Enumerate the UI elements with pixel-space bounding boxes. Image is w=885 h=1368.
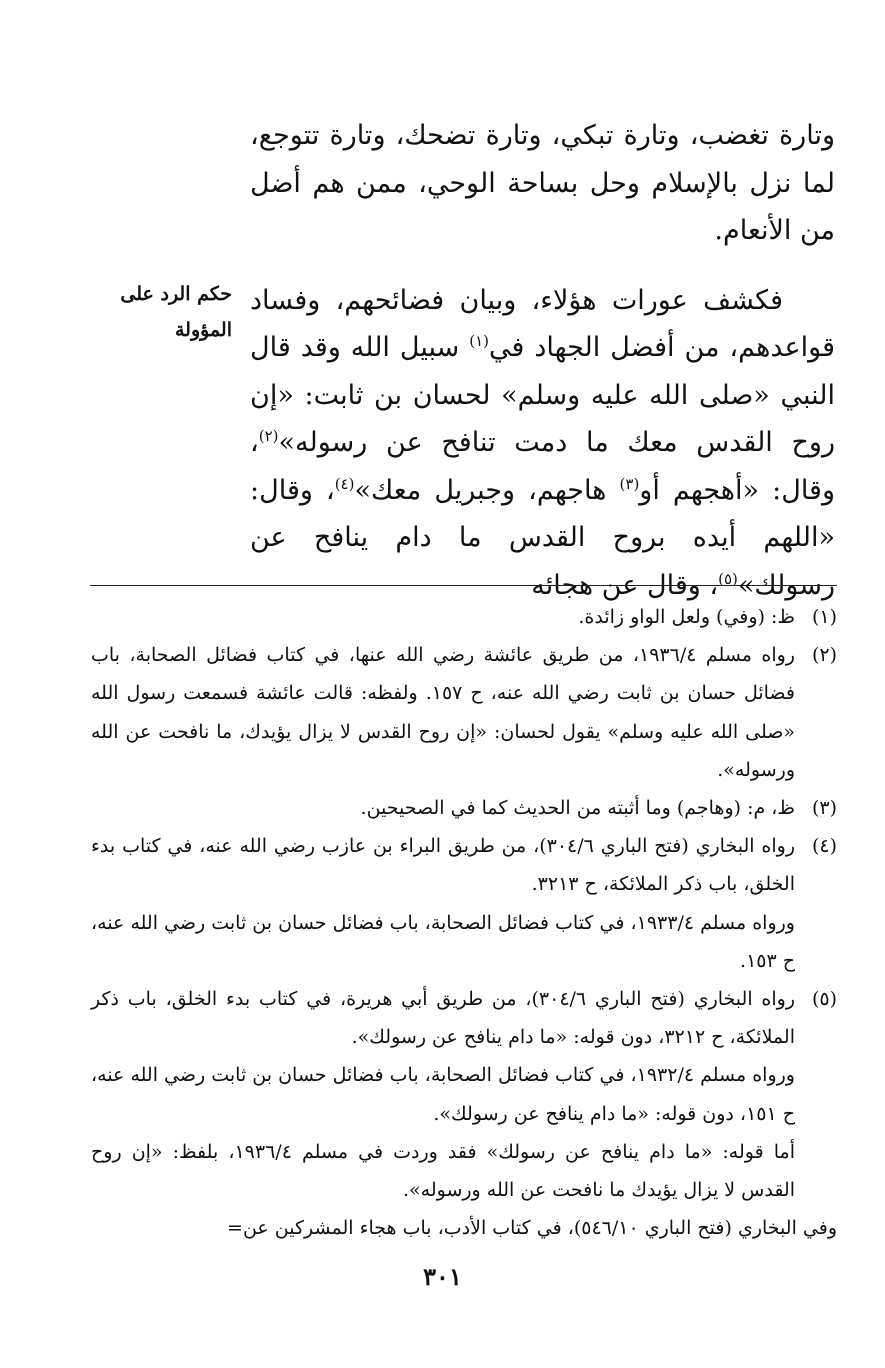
footnote-body bbox=[91, 827, 795, 980]
paragraph-2-part-c: ، وقال: «أهجهم أو bbox=[250, 427, 835, 506]
paragraph-2 bbox=[250, 277, 835, 610]
footnote-3 bbox=[91, 789, 837, 827]
footnote-ref-2: (٢) bbox=[258, 427, 279, 445]
footnote-ref-1: (١) bbox=[469, 332, 490, 350]
footnote-number: (٥) bbox=[811, 988, 837, 1011]
footnote-continuation bbox=[91, 1209, 837, 1247]
footnote-text: رواه مسلم ١٩٣٦/٤، من طريق عائشة رضي الله عنها، في كتاب فضائل الصحابة، باب فضائل حسان بن ثابت رضي الله عنه، ح ١٥٧. ولفظه: قالت عائشة فسمعت رسول الله «صلى الله عليه وسلم» يقول لحسان: «إن روح القدس لا يزال يؤيدك، ما نافحت عن الله ورسوله». bbox=[91, 644, 795, 781]
footnote-ref-3: (٣) bbox=[619, 474, 640, 493]
footnote-1 bbox=[91, 598, 837, 636]
footnotes bbox=[91, 598, 837, 1247]
footnote-number: (٤) bbox=[811, 835, 837, 858]
footnote-4 bbox=[91, 827, 837, 980]
paragraph-2-part-b: سبيل الله وقد قال النبي «صلى الله عليه وسلم» لحسان بن ثابت: «إن روح القدس معك ما دمت تنافح عن رسوله» bbox=[250, 332, 835, 458]
paragraph-2-part-a: فكشف عورات هؤلاء، وبيان فضائحهم، وفساد قواعدهم، من أفضل الجهاد في bbox=[250, 284, 835, 363]
paragraph-2-part-e: ، وقال: «اللهم أيده بروح القدس ما دام ينافح عن رسولك» bbox=[250, 474, 835, 601]
paragraph-1: وتارة تغضب، وتارة تبكي، وتارة تضحك، وتارة تتوجع، لما نزل بالإسلام وحل بساحة الوحي، ممن هم أضل من الأنعام. bbox=[250, 120, 835, 246]
footnote-body bbox=[91, 789, 795, 827]
footnote-5 bbox=[91, 980, 837, 1209]
footnote-text: ظ: (وفي) ولعل الواو زائدة. bbox=[578, 606, 795, 628]
footnote-ref-5: (٥) bbox=[718, 569, 738, 588]
footnote-text: ورواه مسلم ١٩٣٢/٤، في كتاب فضائل الصحابة، باب فضائل حسان بن ثابت رضي الله عنه، ح ١٥١، دون قوله: «ما دام ينافح عن رسولك». bbox=[91, 1064, 795, 1125]
margin-note-line-1: حكم الرد على bbox=[120, 283, 232, 305]
footnote-body bbox=[91, 980, 795, 1209]
footnote-body bbox=[91, 598, 795, 636]
footnote-separator bbox=[90, 585, 837, 586]
footnote-continuation-text: وفي البخاري (فتح الباري ٥٤٦/١٠)، في كتاب الأدب، باب هجاء المشركين عن= bbox=[227, 1217, 837, 1240]
footnote-2 bbox=[91, 636, 837, 789]
footnote-ref-4: (٤) bbox=[334, 474, 355, 493]
footnote-number: (٢) bbox=[811, 644, 837, 667]
footnote-text: ورواه مسلم ١٩٣٣/٤، في كتاب فضائل الصحابة، باب فضائل حسان بن ثابت رضي الله عنه، ح ١٥٣. bbox=[91, 911, 795, 972]
footnote-text: أما قوله: «ما دام ينافح عن رسولك» فقد وردت في مسلم ١٩٣٦/٤، بلفظ: «إن روح القدس لا يزال يؤيدك ما نافحت عن الله ورسوله». bbox=[91, 1140, 795, 1202]
main-text bbox=[250, 112, 835, 609]
footnote-number: (٣) bbox=[811, 797, 837, 820]
footnote-text: رواه البخاري (فتح الباري ٣٠٤/٦)، من طريق أبي هريرة، في كتاب بدء الخلق، باب ذكر الملائكة، ح ٣٢١٢، دون قوله: «ما دام ينافح عن رسولك». bbox=[91, 988, 795, 1049]
margin-note bbox=[82, 276, 232, 348]
footnote-text: رواه البخاري (فتح الباري ٣٠٤/٦)، من طريق البراء بن عازب رضي الله عنه، في كتاب بدء الخلق، باب ذكر الملائكة، ح ٣٢١٣. bbox=[91, 835, 795, 896]
margin-note-line-2: المؤولة bbox=[174, 319, 232, 341]
footnote-body bbox=[91, 636, 795, 789]
paragraph-2-part-d: هاجهم، وجبريل معك» bbox=[354, 474, 620, 506]
page-number: ٣٠١ bbox=[423, 1262, 462, 1291]
footnote-number: (١) bbox=[811, 606, 837, 628]
paragraph-2-part-f: ، وقال عن هجائه bbox=[531, 569, 719, 601]
footnote-text: ظ، م: (وهاجم) وما أثبته من الحديث كما في الصحيحين. bbox=[360, 797, 795, 820]
